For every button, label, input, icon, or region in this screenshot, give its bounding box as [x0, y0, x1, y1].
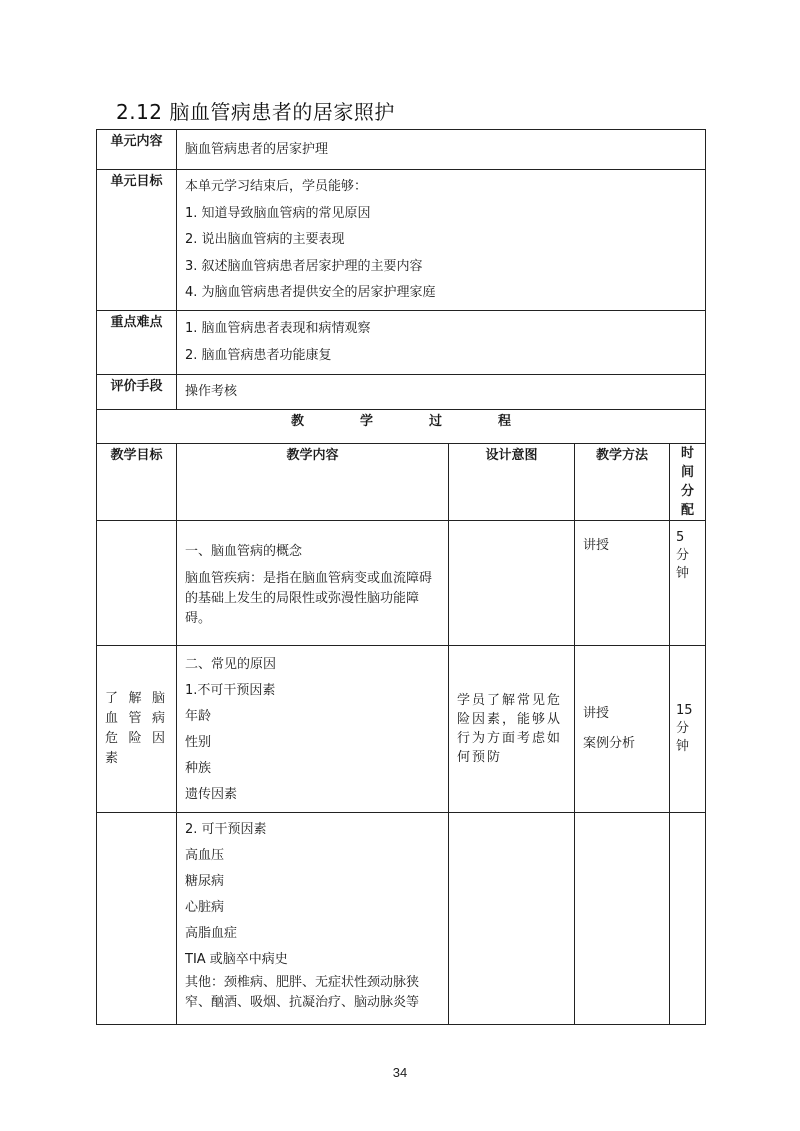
unit-goal-item: 1. 知道导致脑血管病的常见原因: [185, 205, 371, 221]
unit-content-value: 脑血管病患者的居家护理: [185, 141, 329, 157]
row-goal: [97, 521, 177, 646]
unit-goal-label: 单元目标: [97, 170, 177, 311]
row-method: 讲授: [583, 706, 610, 721]
process-header-row: [97, 444, 706, 521]
row-time: 5 分: [676, 530, 690, 563]
header-time: 时 间 分 配: [670, 444, 706, 521]
row-method: 讲授: [583, 538, 610, 553]
content-paragraph: 其他：颈椎病、肥胖、无症状性颈动脉狭窄、酗酒、吸烟、抗凝治疗、脑动脉炎等: [185, 975, 420, 1010]
list-item: 种族: [185, 761, 212, 776]
unit-goal-item: 3. 叙述脑血管病患者居家护理的主要内容: [185, 258, 423, 274]
list-item: 心脏病: [185, 900, 225, 915]
list-item: 高脂血症: [185, 926, 238, 941]
unit-goal-item: 4. 为脑血管病患者提供安全的居家护理家庭: [185, 285, 436, 300]
row-intent: [449, 813, 575, 1025]
table-row: [97, 646, 706, 813]
header-goal: 教学目标: [97, 444, 177, 521]
list-item: 2. 可干预因素: [185, 822, 267, 837]
list-item: 糖尿病: [185, 874, 225, 889]
content-paragraph: 脑血管疾病：是指在脑血管病变或血流障碍的基础上发生的局限性或弥漫性脑功能障碍。: [185, 571, 433, 626]
key-points-row: [97, 311, 706, 375]
unit-content-label: 单元内容: [97, 130, 177, 170]
key-points-list: [177, 316, 705, 369]
header-intent: 设计意图: [449, 444, 575, 521]
row-time: 钟: [676, 566, 690, 581]
list-item: 1.不可干预因素: [185, 683, 276, 698]
unit-goal-row: [97, 170, 706, 311]
unit-goal-intro: 本单元学习结束后，学员能够：: [185, 179, 368, 194]
content-list: [177, 646, 448, 808]
list-item: 年龄: [185, 709, 212, 724]
row-method: [575, 813, 670, 1025]
content-heading: 一、脑血管病的概念: [185, 544, 303, 559]
unit-content-row: [97, 130, 706, 170]
evaluation-row: [97, 375, 706, 410]
list-item: 遗传因素: [185, 787, 238, 802]
list-item: 高血压: [185, 848, 225, 863]
row-time: [670, 813, 706, 1025]
unit-goal-list: [177, 170, 705, 307]
table-row: [97, 813, 706, 1025]
list-item: TIA 或脑卒中病史: [185, 952, 288, 967]
row-intent: 学员了解常见危险因素，能够从行为方面考虑如何预防: [457, 693, 563, 765]
row-goal: 了解脑血管病危险因素: [105, 691, 168, 766]
list-item: 性别: [185, 735, 212, 750]
key-point-item: 1. 脑血管病患者表现和病情观察: [185, 321, 371, 336]
row-intent: [449, 521, 575, 646]
content-list: [177, 813, 448, 1013]
row-goal: [97, 813, 177, 1025]
page-number: 34: [392, 1065, 408, 1080]
list-item: 二、常见的原因: [185, 657, 277, 672]
evaluation-label: 评价手段: [97, 375, 177, 410]
header-content: 教学内容: [177, 444, 449, 521]
row-method: 案例分析: [583, 736, 636, 751]
table-row: [97, 521, 706, 646]
row-time: 分: [676, 721, 690, 736]
key-point-item: 2. 脑血管病患者功能康复: [185, 347, 332, 363]
process-title: 教 学 过 程: [97, 410, 706, 444]
row-time: 15: [676, 703, 693, 718]
process-title-row: [97, 410, 706, 444]
row-time: 钟: [676, 739, 690, 754]
evaluation-value: 操作考核: [185, 384, 238, 399]
section-title: 2.12 脑血管病患者的居家照护: [116, 100, 395, 124]
header-method: 教学方法: [575, 444, 670, 521]
unit-goal-item: 2. 说出脑血管病的主要表现: [185, 232, 345, 247]
key-points-label: 重点难点: [97, 311, 177, 375]
lesson-plan-table: [96, 129, 706, 1025]
